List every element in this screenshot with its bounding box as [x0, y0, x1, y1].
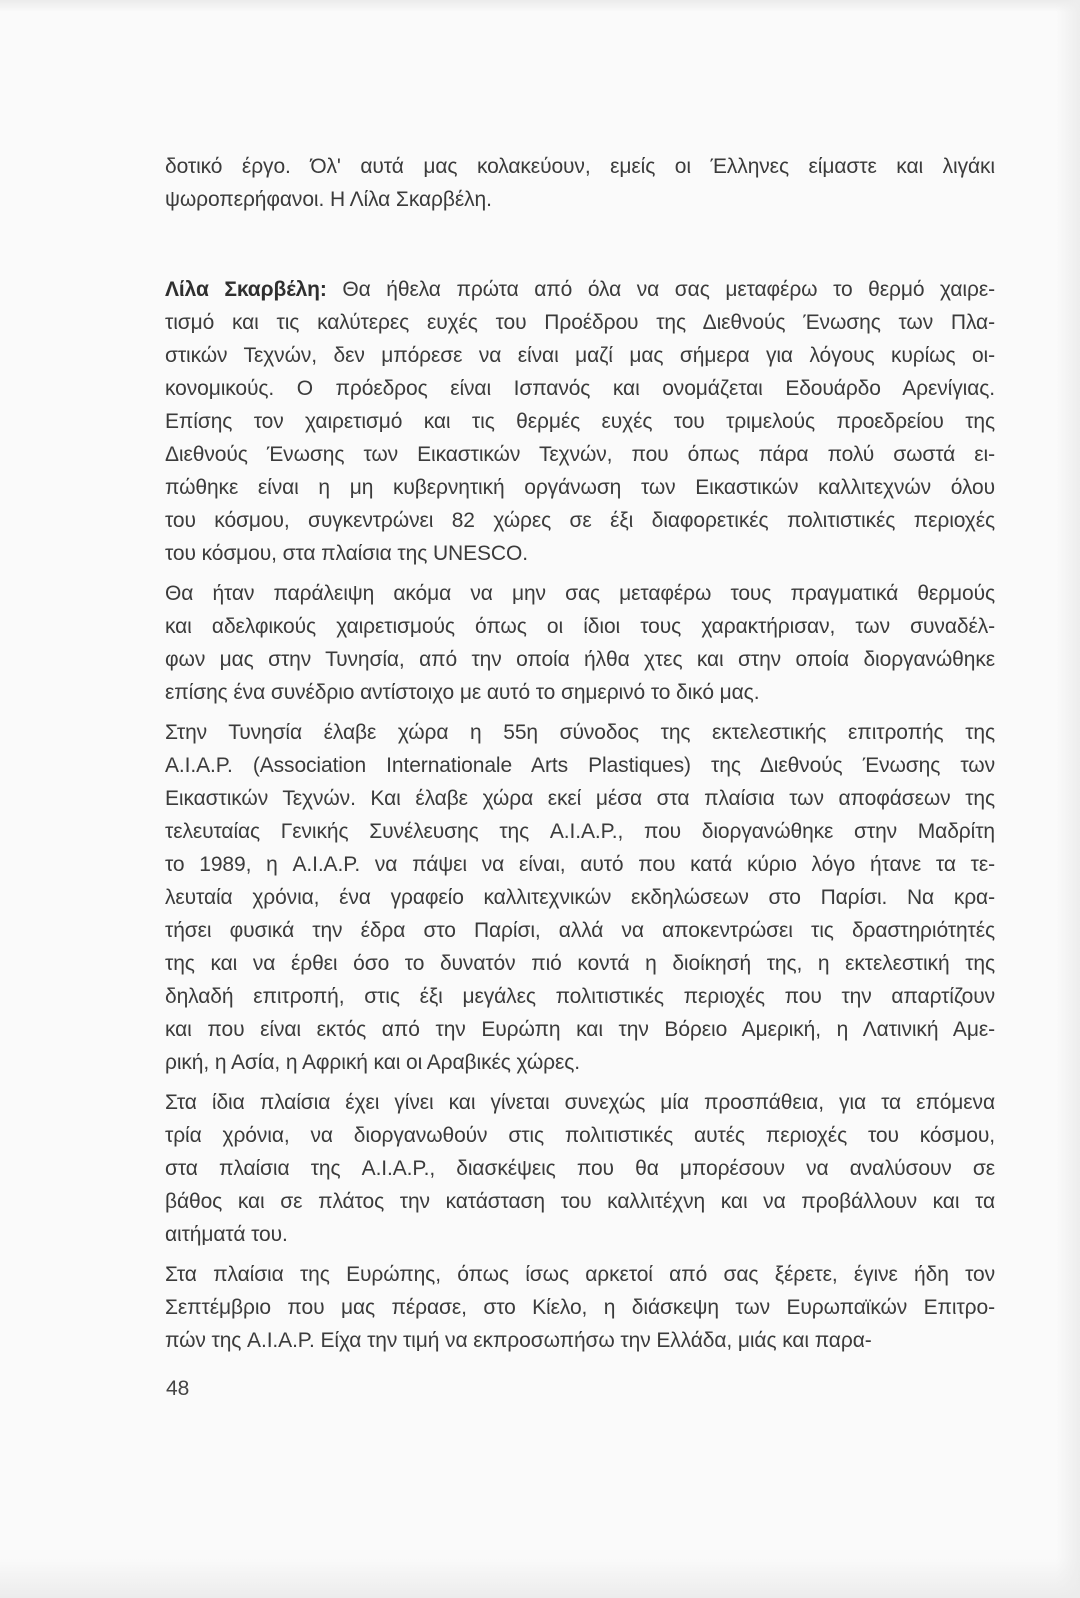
text-line: τελευταίας Γενικής Συνέλευσης της A.I.A.P., που διοργανώθηκε στην Μαδρίτη — [165, 820, 995, 843]
text-line: βάθος και σε πλάτος την κατάσταση του καλλιτέχνη και να προβάλλουν και τα — [165, 1190, 995, 1213]
text-line: του κόσμου, συγκεντρώνει 82 χώρες σε έξι διαφορετικές πολιτιστικές περιοχές — [165, 509, 995, 532]
scan-artifact-right — [1056, 0, 1080, 1598]
text-line: τήσει φυσικά την έδρα στο Παρίσι, αλλά να αποκεντρώσει τις δραστηριότητές — [165, 919, 995, 942]
text-line: τισμό και τις καλύτερες ευχές του Προέδρου της Διεθνούς Ένωσης των Πλα- — [165, 311, 995, 334]
text-line: Στα πλαίσια της Ευρώπης, όπως ίσως αρκετοί από σας ξέρετε, έγινε ήδη τον — [165, 1263, 995, 1286]
text-line: πών της A.I.A.P. Είχα την τιμή να εκπροσωπήσω την Ελλάδα, μιάς και παρα- — [165, 1329, 872, 1352]
text-line: δοτικό έργο. Όλ' αυτά μας κολακεύουν, εμείς οι Έλληνες είμαστε και λιγάκι — [165, 155, 995, 178]
text-line: Σεπτέμβριο που μας πέρασε, στο Κίελο, η διάσκεψη των Ευρωπαϊκών Επιτρο- — [165, 1296, 995, 1319]
text-line: Στην Τυνησία έλαβε χώρα η 55η σύνοδος της εκτελεστικής επιτροπής της — [165, 721, 995, 744]
text-line: Εικαστικών Τεχνών. Και έλαβε χώρα εκεί μέσα στα πλαίσια των αποφάσεων της — [165, 787, 995, 810]
text-line: A.I.A.P. (Association Internationale Arts Plastiques) της Διεθνούς Ένωσης των — [165, 754, 995, 777]
text-line: Επίσης τον χαιρετισμό και τις θερμές ευχές του τριμελούς προεδρείου της — [165, 410, 995, 433]
text-line: Θα ήταν παράλειψη ακόμα να μην σας μεταφέρω τους πραγματικά θερμούς — [165, 582, 995, 605]
text-line: λευταία χρόνια, ένα γραφείο καλλιτεχνικών εκδηλώσεων στο Παρίσι. Να κρα- — [165, 886, 995, 909]
text-line: κονομικούς. Ο πρόεδρος είναι Ισπανός και ονομάζεται Εδουάρδο Αρενίγιας. — [165, 377, 995, 400]
text-line: του κόσμου, στα πλαίσια της UNESCO. — [165, 542, 528, 565]
text-line: και αδελφικούς χαιρετισμούς όπως οι ίδιοι τους χαρακτήρισαν, των συναδέλ- — [165, 615, 995, 638]
paragraph-regional-conferences — [165, 1086, 995, 1251]
page-number: 48 — [166, 1377, 190, 1400]
paragraph-kiel-conference — [165, 1258, 995, 1357]
speaker-name: Λίλα Σκαρβέλη: — [165, 278, 327, 301]
text-line: ρική, η Ασία, η Αφρική και οι Αραβικές χώρες. — [165, 1051, 581, 1074]
scan-artifact-top — [0, 0, 1080, 12]
paragraph-aiap-session — [165, 716, 995, 1079]
text-line: Στα ίδια πλαίσια έχει γίνει και γίνεται συνεχώς μία προσπάθεια, για τα επόμενα — [165, 1091, 995, 1114]
scan-artifact-bottom — [0, 1558, 1080, 1598]
text-line: στικών Τεχνών, δεν μπόρεσε να είναι μαζί μας σήμερα για λόγους κυρίως οι- — [165, 344, 995, 367]
text-line: δηλαδή επιτροπή, στις έξι μεγάλες πολιτιστικές περιοχές που την απαρτίζουν — [165, 985, 995, 1008]
text-line: φων μας στην Τυνησία, από την οποία ήλθα χτες και στην οποία διοργανώθηκε — [165, 648, 995, 671]
paragraph-continuation — [165, 150, 995, 216]
text-line: της και να έρθει όσο το δυνατόν πιό κοντά η διοίκησή της, η εκτελεστική της — [165, 952, 995, 975]
text-line: Διεθνούς Ένωσης των Εικαστικών Τεχνών, που όπως πάρα πολύ σωστά ει- — [165, 443, 995, 466]
text-line: πώθηκε είναι η μη κυβερνητική οργάνωση των Εικαστικών καλλιτεχνών όλου — [165, 476, 995, 499]
text-line: επίσης ένα συνέδριο αντίστοιχο με αυτό το σημερινό το δικό μας. — [165, 681, 760, 704]
text-line: αιτήματά του. — [165, 1223, 288, 1246]
text-line: τρία χρόνια, να διοργανωθούν στις πολιτιστικές αυτές περιοχές του κόσμου, — [165, 1124, 995, 1147]
paragraph-tunisia-greetings — [165, 577, 995, 709]
text-line: στα πλαίσια της A.I.A.P., διασκέψεις που θα μπορέσουν να αναλύσουν σε — [165, 1157, 995, 1180]
text-line: Λίλα Σκαρβέλη: Θα ήθελα πρώτα από όλα να σας μεταφέρω το θερμό χαιρε- — [165, 278, 995, 301]
text-line: ψωροπερήφανοι. Η Λίλα Σκαρβέλη. — [165, 188, 492, 211]
text-line: και που είναι εκτός από την Ευρώπη και την Βόρειο Αμερική, η Λατινική Αμε- — [165, 1018, 995, 1041]
paragraph-lila-skarveli-greeting — [165, 273, 995, 570]
text-column — [165, 150, 995, 1364]
text-line: το 1989, η A.I.A.P. να πάψει να είναι, αυτό που κατά κύριο λόγο ήτανε τα τε- — [165, 853, 995, 876]
